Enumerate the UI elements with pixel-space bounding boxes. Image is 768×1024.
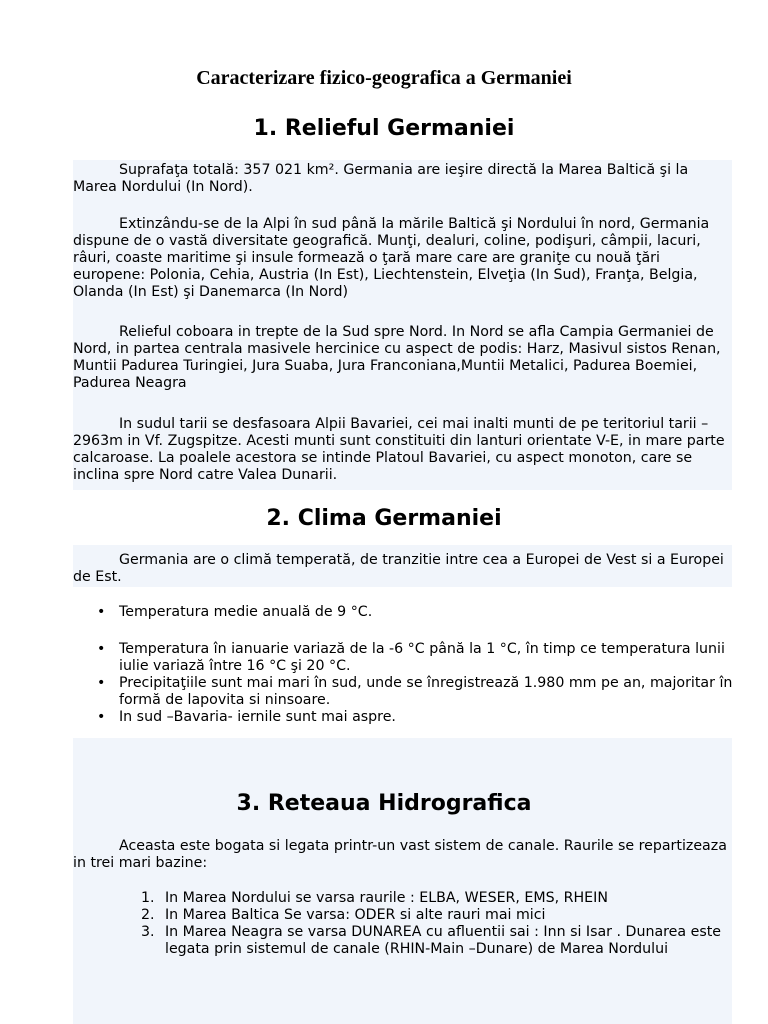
bullet-icon: • [97,641,106,657]
paragraph [73,838,733,872]
paragraph-text: Aceasta este bogata si legata printr-un vast sistem de canale. Raurile se repartizeaza in trei mari bazine: [73,838,727,871]
section-heading-hydrography: 3. Reteaua Hidrografica [236,791,532,816]
document-title: Caracterizare fizico-geografica a Germaniei [196,67,572,89]
list-item-text: In Marea Neagra se varsa DUNAREA cu afluentii sai : Inn si Isar . Dunarea este legata prin sistemul de canale (RHIN-Main –Dunare) de Marea Nordului [165,924,722,957]
list-item-number: 3. [141,924,155,940]
paragraph [73,216,733,301]
list-item-text: Precipitaţiile sunt mai mari în sud, unde se înregistrează 1.980 mm pe an, majoritar în formă de lapovita si ninsoare. [119,675,733,708]
shaded-region-hydro [73,738,732,1024]
section-heading-relief: 1. Relieful Germaniei [253,116,515,141]
list-item [73,890,733,907]
paragraph-text: Suprafaţa totală: 357 021 km². Germania are ieşire directă la Marea Baltică şi la Marea Nordului (In Nord). [73,162,689,195]
list-item [73,709,733,726]
list-item [73,924,733,958]
paragraph-text: Germania are o climă temperată, de tranzitie intre cea a Europei de Vest si a Europei de Est. [73,552,724,585]
paragraph [73,324,733,392]
paragraph-text: Extinzându-se de la Alpi în sud până la mările Baltică şi Nordului în nord, Germania dispune de o vastă diversitate geografică. Munţi, dealuri, coline, podişuri, câmpii, lacuri, râuri, coaste maritime şi insule formează o ţară mare care are graniţe cu nouă ţări europene: Polonia, Cehia, Austria (In Est), Liechtenstein, Elveţia (In Sud), Franţa, Belgia, Olanda (In Est) şi Danemarca (In Nord) [73,216,710,300]
list-item-number: 1. [141,890,155,906]
list-item-text: In Marea Nordului se varsa raurile : ELBA, WESER, EMS, RHEIN [165,890,608,906]
list-item [73,604,733,621]
list-item [73,641,733,675]
hydro-numbered-list [73,890,733,958]
list-item-text: In Marea Baltica Se varsa: ODER si alte rauri mai mici [165,907,546,923]
climate-bullet-list [73,604,733,726]
paragraph [73,552,733,586]
bullet-icon: • [97,675,106,691]
list-item-number: 2. [141,907,155,923]
list-item [73,675,733,709]
section-heading-climate: 2. Clima Germaniei [266,506,502,531]
list-item-text: Temperatura în ianuarie variază de la -6 °C până la 1 °C, în timp ce temperatura lunii iulie variază între 16 °C şi 20 °C. [119,641,725,674]
list-item [73,907,733,924]
list-item-text: Temperatura medie anuală de 9 °C. [119,604,373,620]
bullet-icon: • [97,709,106,725]
paragraph [73,162,733,196]
paragraph-text: In sudul tarii se desfasoara Alpii Bavariei, cei mai inalti munti de pe teritoriul tarii –2963m in Vf. Zugspitze. Acesti munti sunt constituiti din lanturi orientate V-E, in mare parte calcaroase. La poalele acestora se intinde Platoul Bavariei, cu aspect monoton, care se inclina spre Nord catre Valea Dunarii. [73,416,725,483]
paragraph-text: Relieful coboara in trepte de la Sud spre Nord. In Nord se afla Campia Germaniei de Nord, in partea centrala masivele hercinice cu aspect de podis: Harz, Masivul sistos Renan, Muntii Padurea Turingiei, Jura Suaba, Jura Franconiana,Muntii Metalici, Padurea Boemiei, Padurea Neagra [73,324,721,391]
paragraph [73,416,733,484]
list-item-text: In sud –Bavaria- iernile sunt mai aspre. [119,709,396,725]
bullet-icon: • [97,604,106,620]
